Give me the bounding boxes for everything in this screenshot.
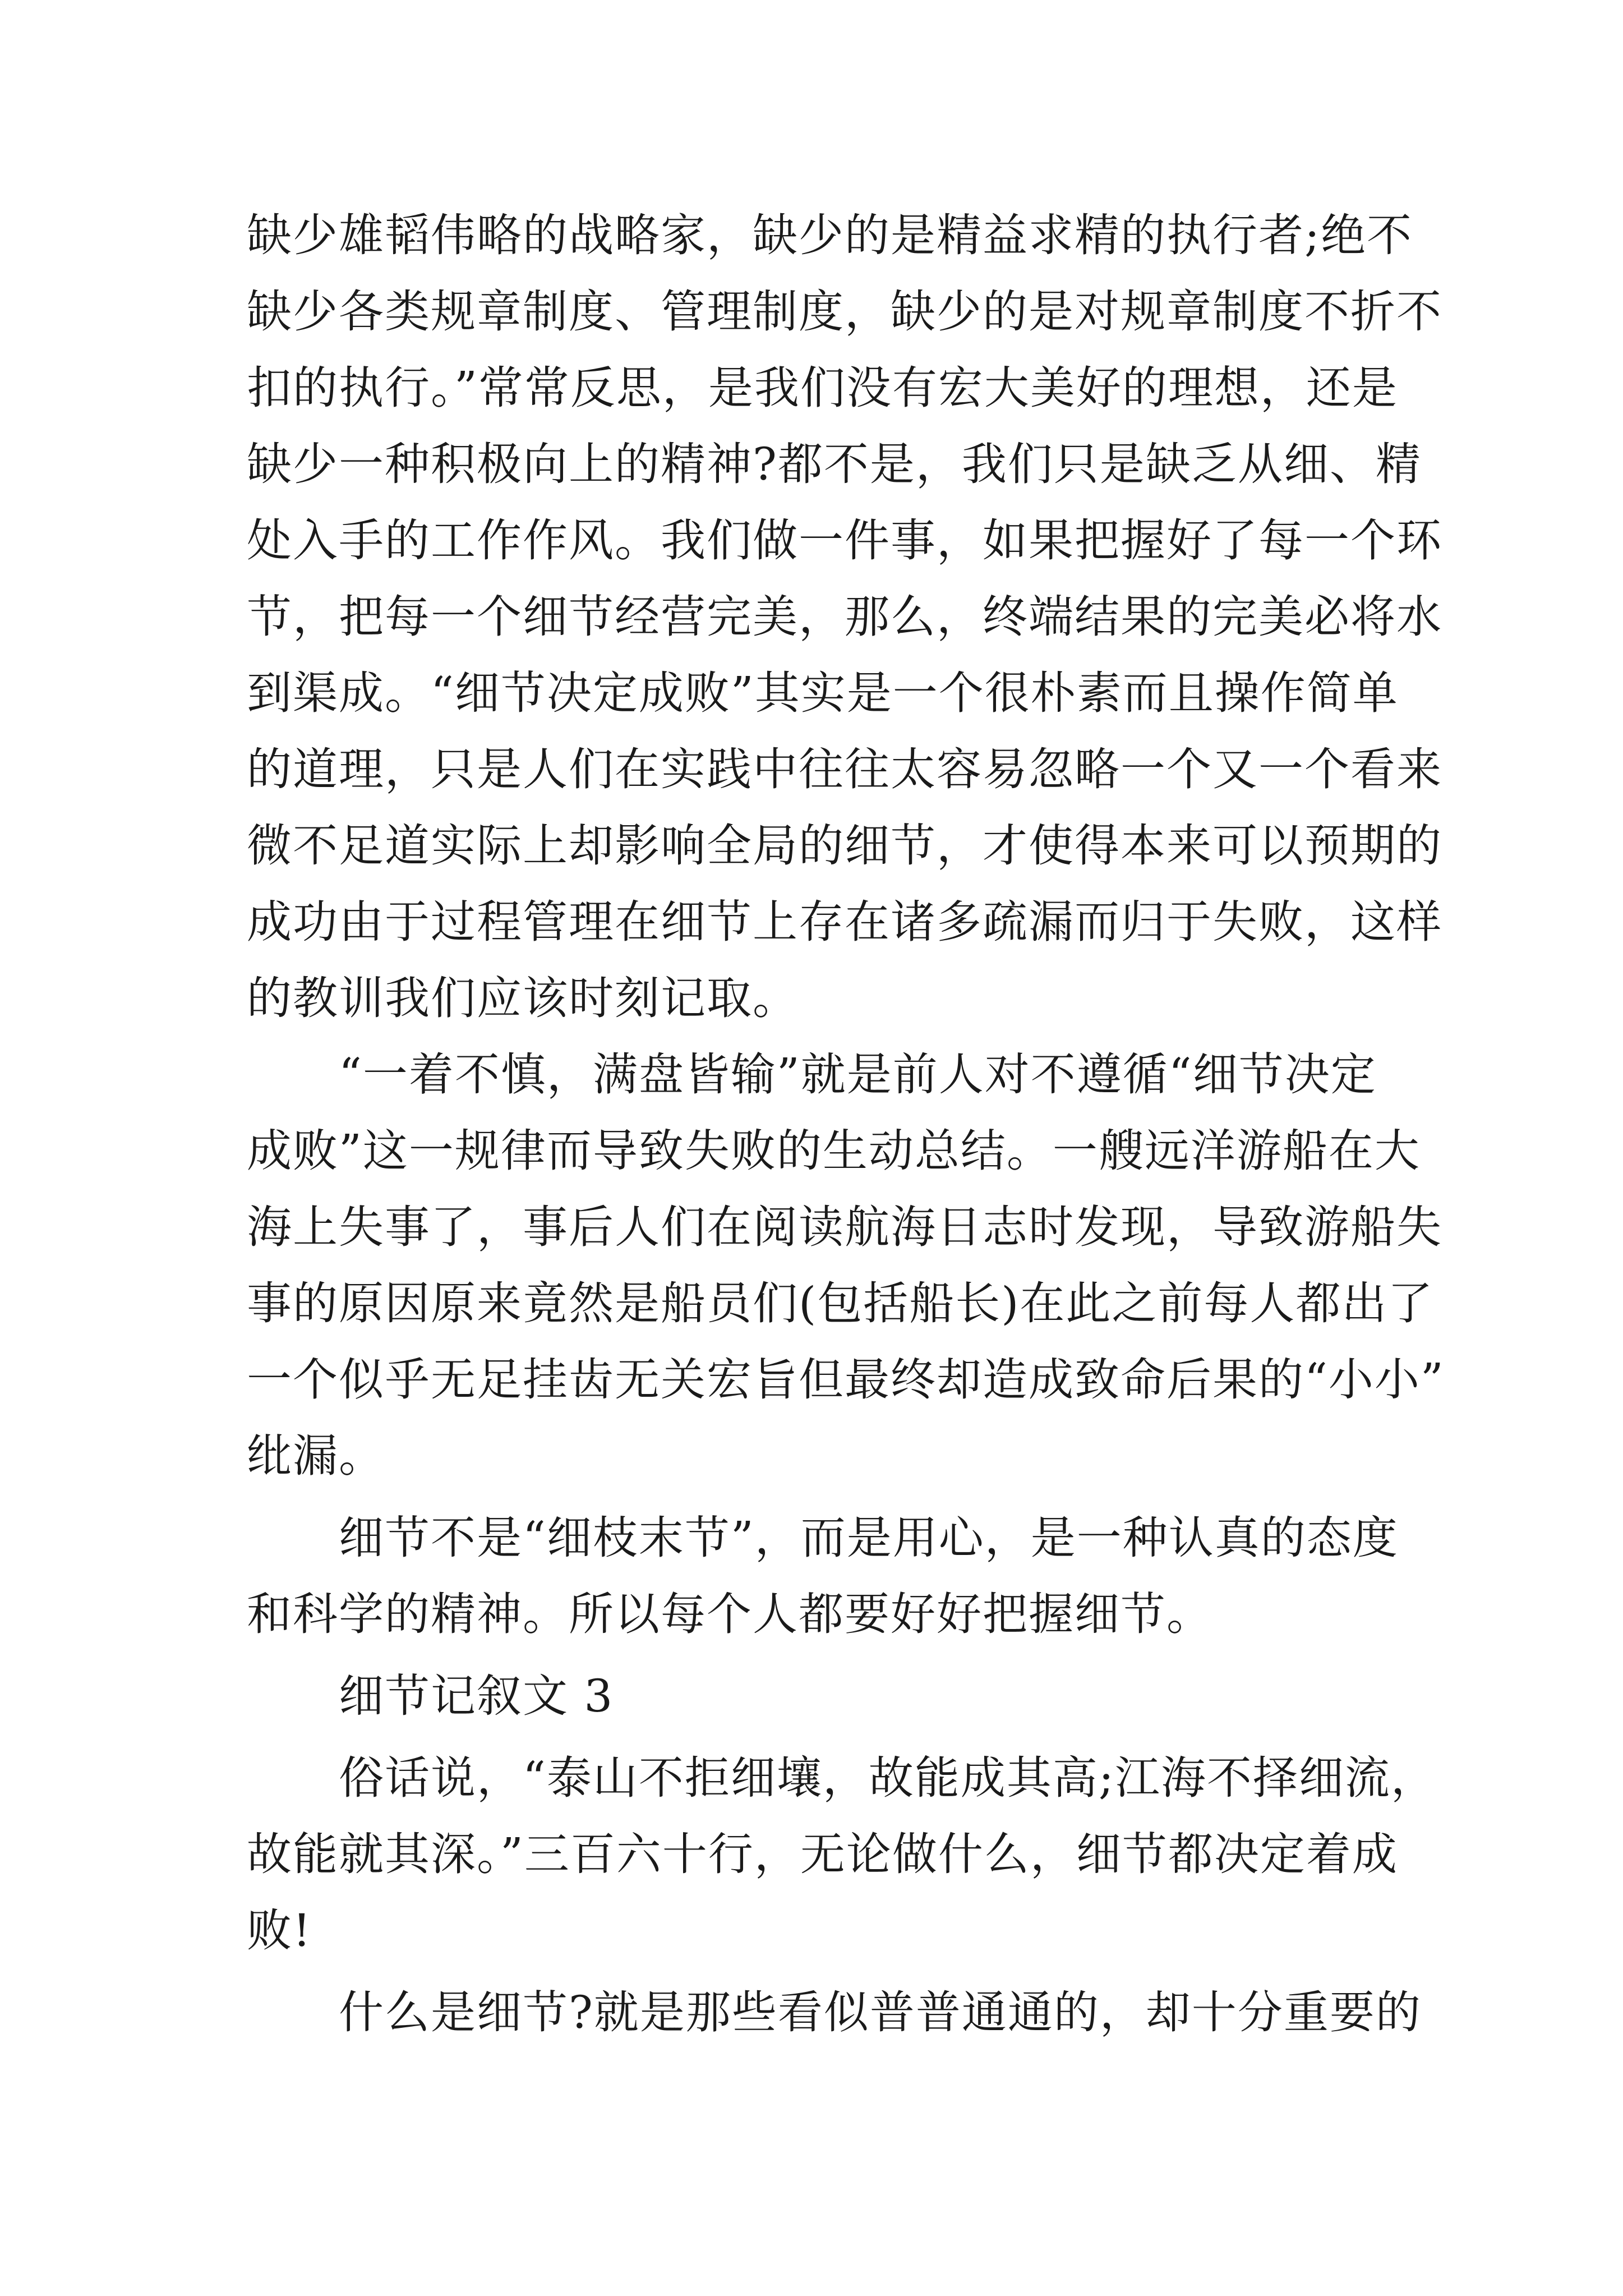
paragraph-first-line: 细节不是“细枝末节”，而是用心，是一种认真的态度: [339, 1512, 1399, 1564]
paragraph-first-line: “一着不慎，满盘皆输”就是前人对不遵循“细节决定: [339, 1048, 1377, 1101]
text-line: 成败”这一规律而导致失败的生动总结。一艘远洋游船在大: [247, 1125, 1421, 1177]
text-line: 一个似乎无足挂齿无关宏旨但最终却造成致命后果的“小小”: [247, 1354, 1445, 1406]
text-line: 缺少一种积极向上的精神?都不是，我们只是缺乏从细、精: [247, 438, 1422, 490]
text-line: 缺少各类规章制度、管理制度，缺少的是对规章制度不折不: [247, 286, 1442, 338]
paragraph-first-line: 俗话说，“泰山不拒细壤，故能成其高;江海不择细流，: [339, 1752, 1437, 1804]
text-line: 处入手的工作作风。我们做一件事，如果把握好了每一个环: [247, 514, 1442, 567]
text-line: 败!: [247, 1904, 312, 1957]
text-line: 故能就其深。”三百六十行，无论做什么，细节都决定着成: [247, 1828, 1398, 1880]
text-line: 海上失事了，事后人们在阅读航海日志时发现，导致游船失: [247, 1201, 1442, 1253]
text-line: 纰漏。: [247, 1430, 385, 1482]
section-heading: 细节记叙文 3: [339, 1670, 614, 1722]
paragraph-first-line: 什么是细节?就是那些看似普普通通的，却十分重要的: [339, 1986, 1422, 2039]
text-line: 扣的执行。”常常反思，是我们没有宏大美好的理想，还是: [247, 362, 1398, 414]
text-line: 到渠成。“细节决定成败”其实是一个很朴素而且操作简单: [247, 667, 1399, 719]
text-line: 的教训我们应该时刻记取。: [247, 972, 799, 1024]
text-line: 和科学的精神。所以每个人都要好好把握细节。: [247, 1588, 1212, 1640]
text-line: 事的原因原来竟然是船员们(包括船长)在此之前每人都出了: [247, 1277, 1434, 1329]
text-line: 微不足道实际上却影响全局的细节，才使得本来可以预期的: [247, 820, 1442, 872]
text-line: 的道理，只是人们在实践中往往太容易忽略一个又一个看来: [247, 743, 1442, 795]
text-line: 节，把每一个细节经营完美，那么，终端结果的完美必将水: [247, 591, 1442, 643]
text-line: 缺少雄韬伟略的战略家，缺少的是精益求精的执行者;绝不: [247, 209, 1413, 261]
text-line: 成功由于过程管理在细节上存在诸多疏漏而归于失败，这样: [247, 896, 1442, 948]
